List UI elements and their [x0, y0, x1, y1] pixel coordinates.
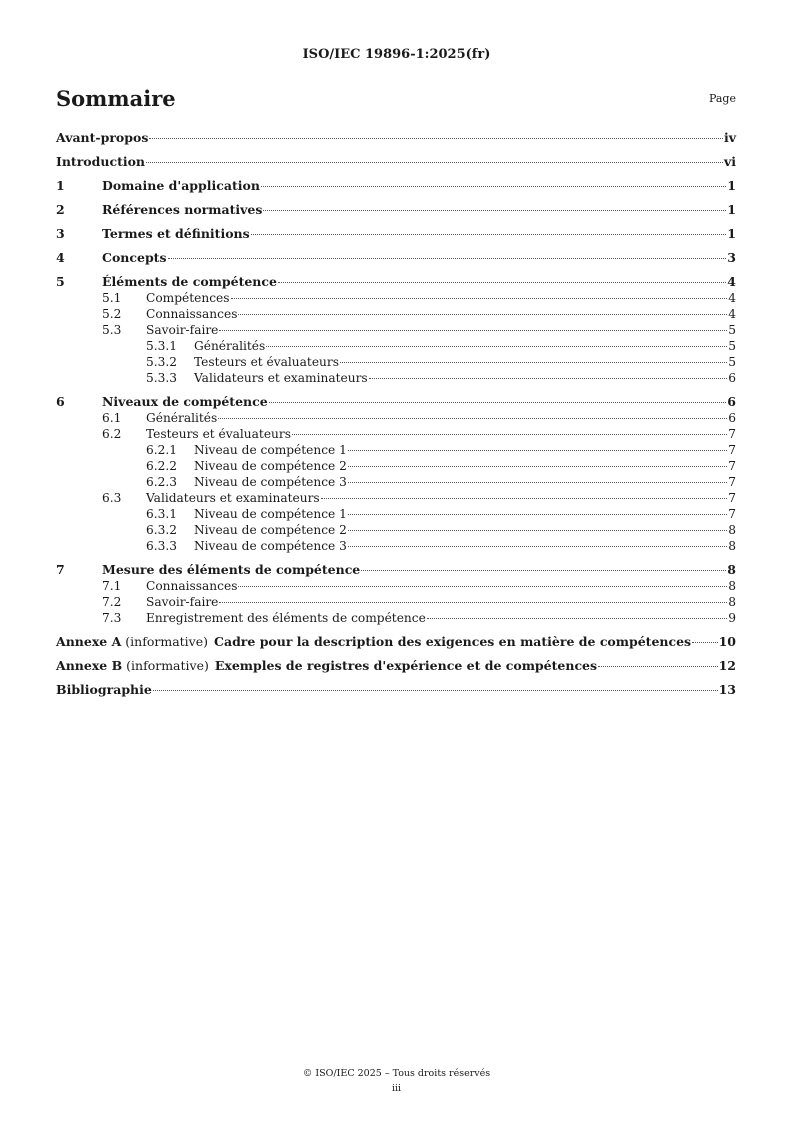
toc-entry-page: 7: [728, 507, 736, 521]
toc-dot-leader: [348, 529, 727, 531]
toc-dot-leader: [348, 545, 727, 547]
toc-entry[interactable]: [56, 633, 736, 650]
toc-entry-label: Connaissances: [146, 307, 238, 321]
toc-entry-label: Éléments de compétence: [102, 274, 277, 289]
toc-entry-number: 5.1: [102, 291, 122, 305]
toc-entry-page: vi: [723, 154, 736, 169]
toc-entry-number: 2: [56, 202, 65, 217]
toc-entry[interactable]: [56, 273, 736, 290]
toc-entry[interactable]: [56, 249, 736, 266]
toc-entry-label: Savoir-faire: [146, 595, 219, 609]
toc-entry-label: Cadre pour la description des exigences en matière de compétences: [214, 634, 692, 649]
toc-entry-label: Avant-propos: [56, 130, 149, 145]
toc-entry[interactable]: [56, 338, 736, 354]
toc-entry-page: 4: [728, 307, 736, 321]
toc-entry-label: Domaine d'application: [102, 178, 260, 193]
toc-entry-label: Connaissances: [146, 579, 238, 593]
toc-entry-page: 12: [718, 658, 736, 673]
page-number: iii: [391, 1083, 402, 1094]
toc-dot-leader: [218, 417, 727, 419]
toc-entry-label: Niveau de compétence 2: [194, 459, 347, 473]
toc-dot-leader: [231, 297, 728, 299]
toc-entry[interactable]: [56, 225, 736, 242]
toc-entry-number: 6.2.3: [146, 475, 178, 489]
toc-dot-leader: [692, 641, 717, 643]
toc-entry[interactable]: [56, 681, 736, 698]
toc-entry-page: 7: [728, 459, 736, 473]
toc-entry-page: 4: [728, 291, 736, 305]
toc-dot-leader: [598, 665, 718, 667]
toc-entry-page: 1: [727, 178, 736, 193]
toc-entry-page: 10: [718, 634, 736, 649]
toc-dot-leader: [263, 209, 726, 211]
toc-entry-number: 6.1: [102, 411, 122, 425]
toc-dot-leader: [348, 465, 727, 467]
toc-entry[interactable]: [56, 177, 736, 194]
toc-annex-id: Annexe A: [56, 634, 122, 649]
toc-entry-label: Introduction: [56, 154, 146, 169]
toc-dot-leader: [361, 569, 726, 571]
toc-entry-number: 7: [56, 562, 65, 577]
toc-entry-page: 13: [718, 682, 736, 697]
toc-dot-leader: [278, 281, 726, 283]
toc-entry-number: 6.2: [102, 427, 122, 441]
toc-entry-label: Bibliographie: [56, 682, 152, 697]
toc-entry-label: Savoir-faire: [146, 323, 219, 337]
toc-dot-leader: [251, 233, 727, 235]
toc-entry-page: 8: [728, 595, 736, 609]
toc-entry-page: 7: [728, 491, 736, 505]
toc-entry-number: 1: [56, 178, 65, 193]
toc-dot-leader: [292, 433, 727, 435]
toc-entry-number: 7.3: [102, 611, 122, 625]
toc-entry[interactable]: [56, 354, 736, 370]
toc-entry-number: 5.3: [102, 323, 122, 337]
toc-entry-label: Validateurs et examinateurs: [194, 371, 368, 385]
toc-entry-page: 6: [728, 411, 736, 425]
copyright-notice: © ISO/IEC 2025 – Tous droits réservés: [302, 1068, 491, 1079]
toc-entry-page: 3: [727, 250, 736, 265]
toc-entry-number: 3: [56, 226, 65, 241]
toc-entry[interactable]: [56, 490, 736, 506]
toc-entry-label: Compétences: [146, 291, 230, 305]
toc-entry-page: 4: [727, 274, 736, 289]
toc-entry-label: Niveaux de compétence: [102, 394, 268, 409]
toc-entry[interactable]: [56, 506, 736, 522]
toc-entry[interactable]: [56, 474, 736, 490]
toc-entry[interactable]: [56, 322, 736, 338]
toc-entry-page: 7: [728, 475, 736, 489]
toc-dot-leader: [348, 449, 727, 451]
toc-entry-page: 5: [728, 323, 736, 337]
toc-annex-id: Annexe B: [56, 658, 123, 673]
toc-entry[interactable]: [56, 410, 736, 426]
toc-entry-number: 6.3.3: [146, 539, 178, 553]
toc-entry-label: Testeurs et évaluateurs: [194, 355, 339, 369]
toc-entry-label: Références normatives: [102, 202, 263, 217]
toc-entry[interactable]: [56, 201, 736, 218]
toc-entry-label: Niveau de compétence 1: [194, 507, 347, 521]
toc-entry[interactable]: [56, 610, 736, 626]
toc-dot-leader: [340, 361, 727, 363]
toc-entry-number: 6: [56, 394, 65, 409]
toc-entry-label: Niveau de compétence 3: [194, 475, 347, 489]
toc-entry-number: 6.2.2: [146, 459, 178, 473]
toc-entry-page: 5: [728, 355, 736, 369]
toc-entry-page: iv: [723, 130, 736, 145]
toc-entry-number: 5.2: [102, 307, 122, 321]
toc-dot-leader: [238, 313, 727, 315]
toc-annex-note: (informative): [126, 658, 209, 673]
toc-entry[interactable]: [56, 522, 736, 538]
toc-entry-number: 6.3.1: [146, 507, 178, 521]
toc-entry-label: Niveau de compétence 2: [194, 523, 347, 537]
toc-entry-label: Généralités: [146, 411, 218, 425]
toc-entry-page: 1: [727, 226, 736, 241]
toc-entry-label: Niveau de compétence 3: [194, 539, 347, 553]
toc-entry[interactable]: [56, 153, 736, 170]
toc-entry-number: 6.3: [102, 491, 122, 505]
toc-entry[interactable]: [56, 129, 736, 146]
toc-entry-label: Exemples de registres d'expérience et de compétences: [214, 658, 598, 673]
toc-entry-label: Testeurs et évaluateurs: [146, 427, 291, 441]
toc-entry-page: 7: [728, 443, 736, 457]
toc-entry-label: Enregistrement des éléments de compétence: [146, 611, 426, 625]
toc-entry-label: Niveau de compétence 1: [194, 443, 347, 457]
toc-dot-leader: [369, 377, 728, 379]
toc-entry[interactable]: [56, 657, 736, 674]
toc-entry-label: Termes et définitions: [102, 226, 250, 241]
toc-entry-page: 6: [727, 394, 736, 409]
toc-dot-leader: [168, 257, 727, 259]
toc-entry-label: Validateurs et examinateurs: [146, 491, 320, 505]
toc-entry[interactable]: [56, 538, 736, 554]
toc-dot-leader: [146, 161, 723, 163]
toc-dot-leader: [149, 137, 723, 139]
toc-entry-number: 6.2.1: [146, 443, 178, 457]
toc-entry[interactable]: [56, 290, 736, 306]
toc-entry[interactable]: [56, 578, 736, 594]
toc-dot-leader: [238, 585, 727, 587]
toc-entry-number: 7.1: [102, 579, 122, 593]
document-id-header: ISO/IEC 19896-1:2025(fr): [302, 47, 491, 62]
toc-entry-page: 9: [728, 611, 736, 625]
toc-dot-leader: [321, 497, 728, 499]
toc-dot-leader: [219, 601, 727, 603]
toc-entry-page: 8: [728, 579, 736, 593]
toc-entry[interactable]: [56, 306, 736, 322]
table-of-contents: [56, 129, 736, 698]
toc-entry[interactable]: [56, 561, 736, 578]
toc-entry-page: 7: [728, 427, 736, 441]
toc-entry[interactable]: [56, 442, 736, 458]
page-footer: [0, 1066, 793, 1096]
toc-entry[interactable]: [56, 393, 736, 410]
toc-title: Sommaire: [56, 86, 176, 111]
toc-entry-page: 8: [728, 523, 736, 537]
toc-dot-leader: [348, 481, 727, 483]
toc-entry-number: 5.3.3: [146, 371, 178, 385]
toc-title-row: [56, 86, 736, 114]
page-column-label: Page: [708, 92, 736, 105]
toc-entry-page: 6: [728, 371, 736, 385]
toc-entry-page: 1: [727, 202, 736, 217]
toc-entry-label: Concepts: [102, 250, 167, 265]
toc-entry-page: 5: [728, 339, 736, 353]
toc-entry-page: 8: [727, 562, 736, 577]
toc-entry-page: 8: [728, 539, 736, 553]
toc-entry-number: 7.2: [102, 595, 122, 609]
toc-entry-number: 4: [56, 250, 65, 265]
toc-entry[interactable]: [56, 426, 736, 442]
toc-dot-leader: [219, 329, 727, 331]
toc-entry-number: 5.3.2: [146, 355, 178, 369]
toc-entry[interactable]: [56, 594, 736, 610]
toc-dot-leader: [266, 345, 727, 347]
toc-dot-leader: [269, 401, 727, 403]
toc-annex-note: (informative): [125, 634, 209, 649]
toc-entry-label: Mesure des éléments de compétence: [102, 562, 361, 577]
toc-entry-number: 6.3.2: [146, 523, 178, 537]
toc-entry-number: 5.3.1: [146, 339, 178, 353]
toc-dot-leader: [153, 689, 718, 691]
toc-dot-leader: [348, 513, 727, 515]
toc-entry-number: 5: [56, 274, 65, 289]
toc-entry[interactable]: [56, 370, 736, 386]
toc-entry-label: Généralités: [194, 339, 266, 353]
toc-dot-leader: [261, 185, 726, 187]
toc-dot-leader: [427, 617, 727, 619]
toc-entry[interactable]: [56, 458, 736, 474]
